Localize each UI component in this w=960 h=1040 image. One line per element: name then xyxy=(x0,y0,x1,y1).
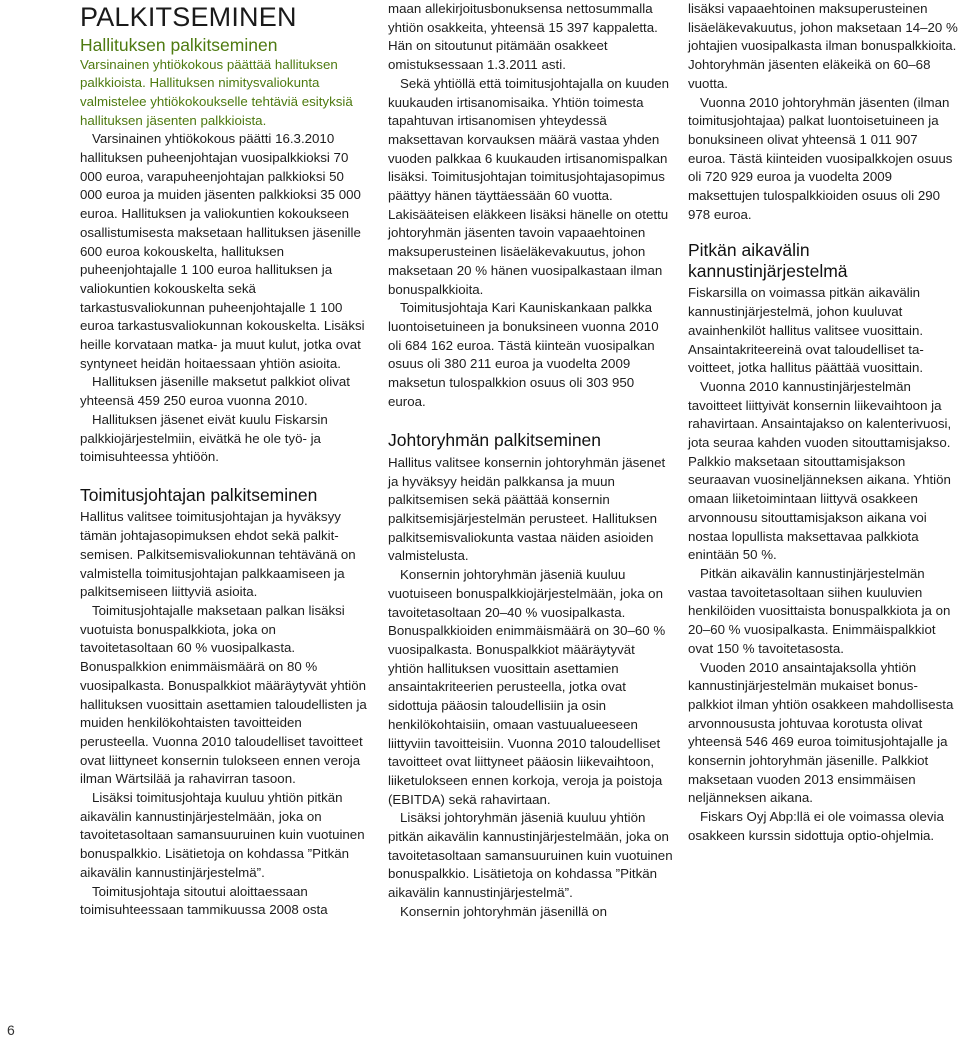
paragraph-management-salaries: Vuonna 2010 johtoryhmän jäsenten (ilman toimitusjohtajaa) palkat luontoisetuineen ja bonuksineen olivat yhteensä 1 011 907 euroa. Tästä kiinteiden vuosipalkkojen osuus oli 720 929 euroa ja vuodelta 2009 maksettujen tulospalkkioiden osuus oli 290 978 euroa. xyxy=(688,94,953,222)
page-title: PALKITSEMINEN xyxy=(80,2,297,32)
paragraph-lti-level: Pitkän aikavälin kannustinjärjestelmän vastaa tavoitetasoltaan siihen kuuluvien henkilöiden vuosittaista bonuspalkkiota ja on 20–60 % vuosipalkasta. Enimmäispalkkiot ovat 150 % tavoitetasosta. xyxy=(688,565,951,656)
column-1 xyxy=(80,0,368,995)
paragraph-management-intro: Hallitus valitsee konsernin johtoryhmän jäsenet ja hyväksyy heidän palkkansa ja muun palkitsemisen sekä päättää konsernin palkitsemisjärjestelmän perusteet. Hallituksen palkitsemisvaliokunta vastaa näiden asioiden valmistelusta. xyxy=(388,454,666,564)
column-2 xyxy=(388,0,673,941)
paragraph-board-total: Hallituksen jäsenille maksetut palkkiot olivat yhteensä 459 250 euroa vuonna 2010. xyxy=(80,374,350,409)
heading-board-remuneration: Hallituksen palkitseminen xyxy=(80,35,278,55)
paragraph-ceo-notice: Sekä yhtiöllä että toimitusjohtajalla on kuuden kuukauden irtisanomisaika. Yhtiön toimesta tapahtuvan irtisanomisen yhteydessä maksettavan korvauksen määrä vastaa yhden vuoden palkkaa 6 kuukauden irtisanomispalkan lisäksi. Toimitusjohtajan toimitusjohtajasopimus päättyy hänen täyttäessään 60 vuotta. Lakisääteisen eläkkeen lisäksi hänelle on otettu johtoryhmän jäsenten tavoin vapaaehtoinen maksuperusteinen lisäeläkevakuutus, johon maksetaan 20 % hänen vuosipalkastaan ilman bonuspalkkioita. xyxy=(388,75,670,297)
paragraph-management-bonus: Konsernin johtoryhmän jäseniä kuuluu vuotuiseen bonuspalkkiojärjestelmään, joka on tavoitetasoltaan 20–40 % vuosipalkasta. Bonuspalkkioiden enimmäismäärä on 30–60 % vuosipalkasta. Bonuspalkkiot määräytyvät yhtiön hallituksen vuosittain asettamien ansaintakriteerien perusteella, jotka ovat sidottuja pääosin taloudellisiin ja osin henkilökohtaisiin, omaan vastuualueeseen liittyviin tavoitteisiin. Vuonna 2010 taloudelliset tavoitteet ovat liittyneet pääosin liikevaihtoon, liiketulokseen ennen korkoja, veroja ja poistoja (EBITDA) sekä rahavirtaan. xyxy=(388,567,666,807)
paragraph-management-pension: Konsernin johtoryhmän jäsenillä on xyxy=(400,903,607,919)
heading-long-term-incentive: Pitkän aikavälin kannustinjärjestelmä xyxy=(688,240,848,281)
column-3 xyxy=(688,0,958,846)
paragraph-ceo-bonus: Toimitusjohtajalle maksetaan palkan lisäksi vuotuista bonuspalkkiota, joka on tavoitetasoltaan 60 % vuosipalkasta. Bonuspalkkion enimmäismäärä on 80 % vuosipalkasta. Bonuspalkkiot määräytyvät yhtiön hallituksen vuosittain asettamien taloudellisten ja muiden henkilökohtaisten tavoitteiden perusteella. Vuonna 2010 taloudelliset tavoitteet ovat liittyneet konsernin tulokseen ennen veroja ilman Wärtsilää ja rahavirran tasoon. xyxy=(80,602,367,787)
paragraph-management-long-term: Lisäksi johtoryhmän jäseniä kuuluu yhtiön pitkän aikavälin kannustinjärjestelmään, joka on tavoitetasoltaan samansuuruinen kuin vuotuinen bonuspalkkio. Lisätietoja on kohdassa ”Pitkän aikavälin kannustinjärjestelmä”. xyxy=(388,810,673,901)
paragraph-board-incentives: Hallituksen jäsenet eivät kuulu Fiskarsin palkkiojärjestelmiin, eivätkä he ole työ- ja toimisuhteessa yhtiöön. xyxy=(80,411,328,465)
paragraph-lti-intro: Fiskarsilla on voimassa pitkän aikavälin kannustinjärjestelmä, johon kuuluvat avainhenkilöt hallitus valitsee vuosittain. Ansaintakriteereinä ovat taloudelliset tavoitteet, jotka hallitus päättää vuosittain. xyxy=(688,285,924,376)
paragraph-ceo-intro: Hallitus valitsee toimitusjohtajan ja hyväksyy tämän johtajasopimuksen ehdot sekä palkitsemisen. Palkitsemisvaliokunnan tehtävänä on valmistella toimitusjohtajan palkkaamiseen ja palkitsemiseen liittyviä asioita. xyxy=(80,509,356,600)
paragraph-ceo-salary: Toimitusjohtaja Kari Kauniskankaan palkka luontoisetuineen ja bonuksineen vuonna 2010 oli 684 162 euroa. Tästä kiinteän vuosipalkan osuus oli 380 211 euroa ja vuodelta 2009 maksetun tulospalkkion osuus oli 303 950 euroa. xyxy=(388,300,659,409)
paragraph-ceo-shares-continued: maan allekirjoitusbonuksensa nettosummalla yhtiön osakkeita, yhteensä 15 397 kappaletta. Hän on sitoutunut pitämään osakkeet omistuksessaan 1.3.2011 asti. xyxy=(388,1,658,73)
page-number: 6 xyxy=(7,1022,15,1038)
paragraph-lti-2010: Vuoden 2010 ansaintajaksolla yhtiön kannustinjärjestelmän mukaiset bonuspalkkiot ilman yhtiön osakkeen mahdollisesta arvonnoususta johtuvaa korotusta olivat yhteensä 546 469 euroa toimitusjohtajalle ja konsernin johtoryhmän jäsenille. Palkkiot maksetaan vuoden 2013 ensimmäisen neljänneksen aikana. xyxy=(688,659,954,806)
paragraph-ceo-shares: Toimitusjohtaja sitoutui aloittaessaan toimisuhteessaan tammikuussa 2008 osta xyxy=(80,883,328,918)
heading-management-remuneration: Johtoryhmän palkitseminen xyxy=(388,430,602,451)
paragraph-lti-options: Fiskars Oyj Abp:llä ei ole voimassa olevia osakkeen kurssin sidottuja optio-ohjelmia. xyxy=(688,809,944,843)
paragraph-board-fees: Varsinainen yhtiökokous päätti 16.3.2010 hallituksen puheenjohtajan vuosipalkkioksi 70 000 euroa, varapuheenjohtajan palkkioksi 50 000 euroa ja muiden jäsenten palkkioksi 35 000 euroa. Hallituksen ja valiokuntien kokoukseen osallistumisesta maksetaan hallituksen jäsenille 600 euroa kokouskelta, hallituksen puheenjohtajalle 1 100 euroa hallituksen ja valiokuntien kokouskelta sekä tarkastusvaliokunnan puheenjohtajalle 1 100 euroa tarkastusvaliokunnan kokouskelta. Lisäksi heille korvataan matka- ja muut kulut, jotka ovat syntyneet heidän hoitaessaan yhtiön asioita. xyxy=(80,131,365,371)
paragraph-ceo-long-term: Lisäksi toimitusjohtaja kuuluu yhtiön pitkän aikavälin kannustinjärjestelmään, joka on tavoitetasoltaan samansuuruinen kuin vuotuinen bonuspalkkio. Lisätietoja on kohdassa ”Pitkän aikavälin kannustinjärjestelmä”. xyxy=(80,790,365,880)
heading-ceo-remuneration: Toimitusjohtajan palkitseminen xyxy=(80,484,318,505)
paragraph-board-intro: Varsinainen yhtiökokous päättää hallituksen palkkioista. Hallituksen nimitysvaliokunta valmistelee yhtiökokoukselle tehtäviä esityksiä hallituksen jäsenten palkkioista. xyxy=(80,56,353,128)
paragraph-management-pension-continued: lisäksi vapaaehtoinen maksuperusteinen lisäeläkevakuutus, johon maksetaan 14–20 % johtajien vuosipalkasta ilman bonuspalkkioita. Johtoryhmän jäsenten eläkeikä on 60–68 vuotta. xyxy=(688,1,958,91)
paragraph-lti-targets: Vuonna 2010 kannustinjärjestelmän tavoitteet liittyivät konsernin liikevaihtoon ja rahavirtaan. Ansaintajakso on kalenterivuosi, jota seuraa kahden vuoden sitouttamisjakso. Palkkio maksetaan sitouttamisjakson seuraavan vuosineljänneksen aikana. Yhtiön omaan liiketoimintaan liittyvä osakkeen arvonnousu sitouttamisjakson aikana voi nostaa lopullista maksettavaa palkkiota enintään 50 %. xyxy=(688,378,952,563)
